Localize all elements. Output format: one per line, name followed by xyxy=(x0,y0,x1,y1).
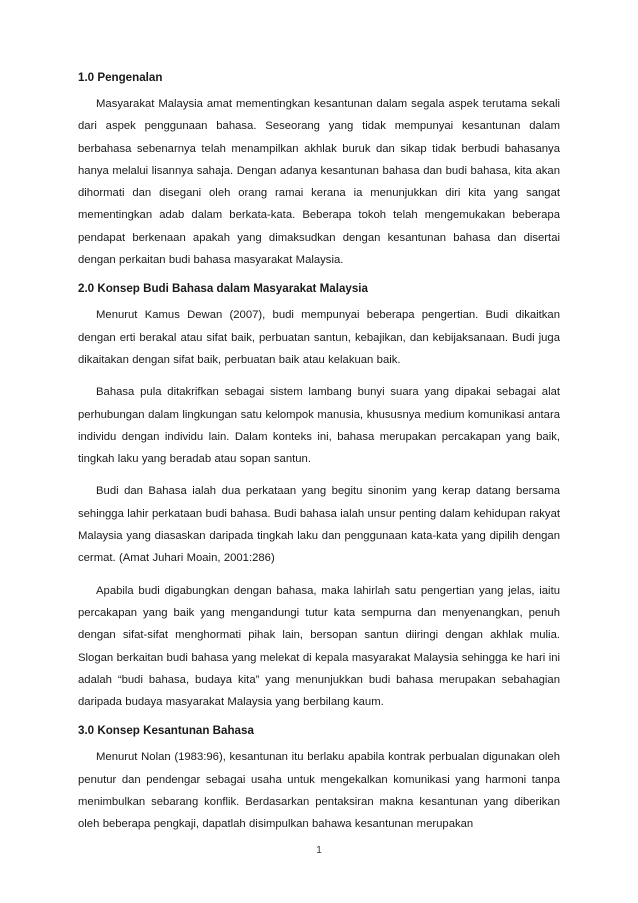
paragraph: Masyarakat Malaysia amat mementingkan kesantunan dalam segala aspek terutama sekali dari aspek penggunaan bahasa. Seseorang yang tidak mempunyai kesantunan dalam berbahasa sebenarnya telah menampilkan akhlak buruk dan sikap tidak berbudi bahasanya hanya melalui lisannya sahaja. Dengan adanya kesantunan bahasa dan budi bahasa, kita akan dihormati dan disegani oleh orang ramai kerana ia menunjukkan diri kita yang sangat mementingkan adab dalam berkata-kata. Beberapa tokoh telah mengemukakan beberapa pendapat berkenaan apakah yang dimaksudkan dengan kesantunan bahasa dan disertai dengan perkaitan budi bahasa masyarakat Malaysia. xyxy=(78,98,560,267)
paragraph: Menurut Kamus Dewan (2007), budi mempunyai beberapa pengertian. Budi dikaitkan dengan erti berakal atau sifat baik, perbuatan santun, kebajikan, dan kebijaksanaan. Budi juga dikaitakan dengan sifat baik, perbuatan baik atau kelakuan baik. xyxy=(78,309,560,366)
section-heading: 1.0 Pengenalan xyxy=(78,71,163,84)
paragraph: Bahasa pula ditakrifkan sebagai sistem lambang bunyi suara yang dipakai sebagai alat perhubungan dalam lingkungan satu kelompok manusia, khususnya medium komunikasi antara individu dengan individu lain. Dalam konteks ini, bahasa merupakan percakapan yang baik, tingkah laku yang beradab atau sopan santun. xyxy=(78,386,560,466)
paragraph: Budi dan Bahasa ialah dua perkataan yang begitu sinonim yang kerap datang bersama sehingga lahir perkataan budi bahasa. Budi bahasa ialah unsur penting dalam kehidupan rakyat Malaysia yang diasaskan daripada tingkah laku dan penggunaan kata-kata yang dipilih dengan cermat. (Amat Juhari Moain, 2001:286) xyxy=(78,485,560,565)
paragraph: Apabila budi digabungkan dengan bahasa, maka lahirlah satu pengertian yang jelas, iaitu percakapan yang baik yang mengandungi tutur kata sempurna dan menyenangkan, penuh dengan sifat-sifat menghormati pihak lain, bersopan santun diiringi dengan akhlak mulia. Slogan berkaitan budi bahasa yang melekat di kepala masyarakat Malaysia sehingga ke hari ini adalah “budi bahasa, budaya kita” yang menunjukkan budi bahasa merupakan sebahagian daripada budaya masyarakat Malaysia yang berbilang kaum. xyxy=(78,584,560,709)
section-heading: 3.0 Konsep Kesantunan Bahasa xyxy=(78,724,254,738)
section-heading: 2.0 Konsep Budi Bahasa dalam Masyarakat Malaysia xyxy=(78,282,368,296)
page-number: 1 xyxy=(316,845,322,856)
document-page xyxy=(78,70,560,846)
paragraph: Menurut Nolan (1983:96), kesantunan itu berlaku apabila kontrak perbualan digunakan oleh penutur dan pendengar sebagai usaha untuk mengekalkan komunikasi yang harmoni tanpa menimbulkan sebarang konflik. Berdasarkan pentaksiran makna kesantunan yang diberikan oleh beberapa pengkaji, dapatlah disimpulkan bahawa kesantunan merupakan xyxy=(78,751,560,831)
